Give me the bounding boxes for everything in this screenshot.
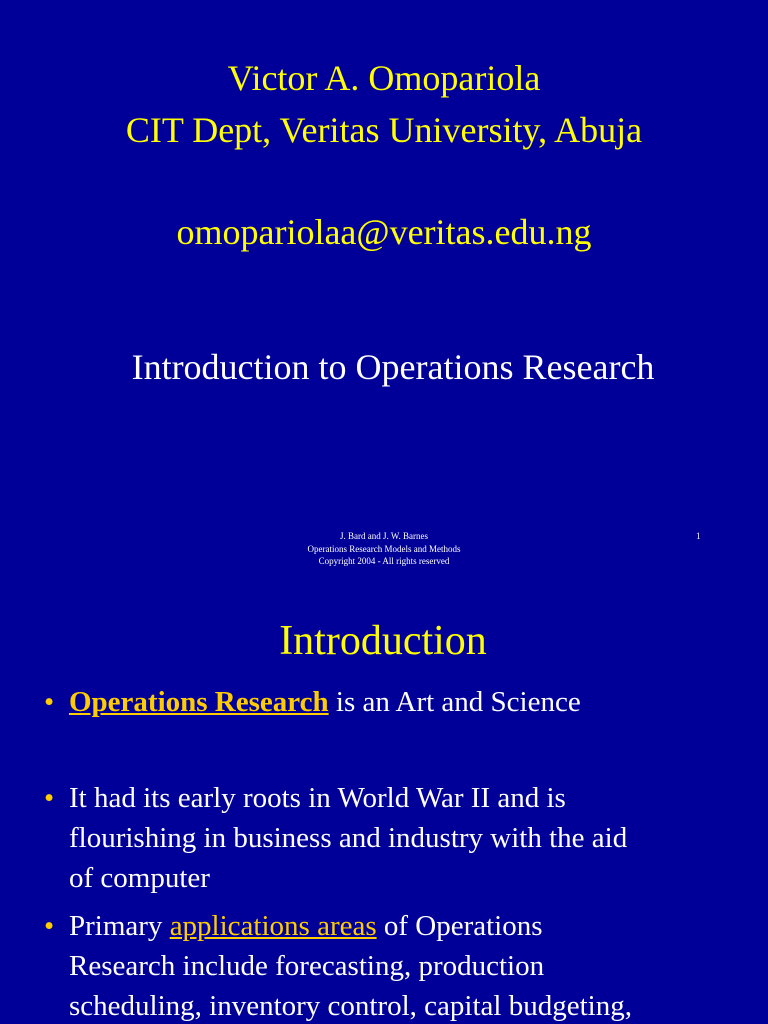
bullet-text: [69, 778, 744, 898]
operations-research-link[interactable]: Operations Research: [69, 686, 329, 718]
footer-copyright: Copyright 2004 - All rights reserved: [318, 556, 450, 566]
slide-subtitle: Introduction to Operations Research: [131, 347, 655, 387]
bullet-dot-icon: •: [44, 782, 55, 814]
bullet-item: [44, 778, 744, 898]
bullet-line: scheduling, inventory control, capital budgeting,: [69, 990, 632, 1022]
bullet-line: Research include forecasting, production: [69, 950, 545, 982]
footer-book-title: Operations Research Models and Methods: [307, 543, 461, 554]
bullet-text-rest: is an Art and Science: [328, 686, 581, 718]
bullet-text-pre: Primary: [69, 910, 170, 942]
bullet-dot-icon: •: [44, 686, 55, 718]
page-number: 1: [696, 531, 701, 541]
bullet-text-post: of Operations: [376, 910, 543, 942]
introduction-slide: [0, 590, 768, 1024]
bullet-dot-icon: •: [44, 910, 55, 942]
slide-title: Introduction: [279, 618, 487, 664]
bullet-item: [44, 906, 744, 1024]
author-email[interactable]: omopariolaa@veritas.edu.ng: [176, 212, 592, 252]
footer-authors: J. Bard and J. W. Barnes: [340, 531, 428, 541]
bullet-line: flourishing in business and industry with the aid: [69, 822, 628, 854]
bullet-line: of computer: [69, 862, 210, 894]
bullet-line: It had its early roots in World War II and is: [69, 782, 566, 814]
author-department: CIT Dept, Veritas University, Abuja: [125, 110, 643, 150]
slide-footer: [0, 530, 768, 568]
bullet-text: [69, 906, 744, 1024]
bullet-text: [69, 682, 744, 722]
bullet-item: [44, 682, 744, 722]
bullet-line: [69, 906, 744, 946]
applications-areas-link[interactable]: applications areas: [169, 910, 377, 942]
author-name: Victor A. Omopariola: [227, 58, 541, 98]
